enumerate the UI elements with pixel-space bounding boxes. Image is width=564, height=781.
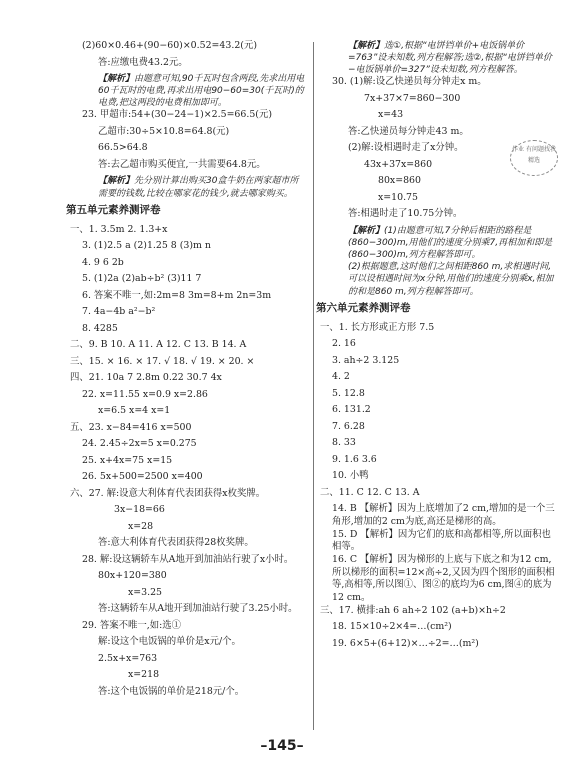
answer-line xyxy=(70,57,306,74)
line-text: 24. 2.45÷2x=5 x=0.275 xyxy=(82,438,197,450)
line-text: 23. 甲超市:54+(30−24−1)×2.5=66.5(元) xyxy=(82,109,272,121)
line-text: 16. C 【解析】因为梯形的上底与下底之和为12 cm,所以梯形的面积=12×高÷2,又因为四个图形的面积相等,高相等,所以图①、图②的底均为6 cm,图④的底为12 cm。 xyxy=(332,554,555,604)
line-text: 第五单元素养测评卷 xyxy=(66,203,161,216)
line-text: 一、1. 3.5m 2. 1.3+x xyxy=(70,223,168,235)
answer-line xyxy=(320,470,560,487)
answer-line xyxy=(70,438,306,455)
line-text: 4. 9 6 2b xyxy=(82,256,124,268)
answer-line xyxy=(70,422,306,439)
answer-line xyxy=(320,208,560,225)
line-text: 8. 4285 xyxy=(82,322,118,334)
line-text: 二、11. C 12. C 13. A xyxy=(320,486,420,498)
answer-line xyxy=(320,322,560,339)
analysis-tag: 【解析】 xyxy=(98,176,135,187)
answer-line xyxy=(70,603,306,620)
line-text: 三、15. × 16. × 17. √ 18. √ 19. × 20. × xyxy=(70,355,255,367)
line-text: (2)60×0.46+(90−60)×0.52=43.2(元) xyxy=(82,40,257,51)
answer-line xyxy=(70,521,306,538)
answer-line xyxy=(70,389,306,406)
line-text: x=6.5 x=4 x=1 xyxy=(98,405,171,417)
answer-line xyxy=(70,240,306,257)
line-text: 4. 2 xyxy=(332,371,350,383)
line-text: 二、9. B 10. A 11. A 12. C 13. B 14. A xyxy=(70,339,247,351)
section-header xyxy=(316,301,560,318)
section-header xyxy=(66,203,306,220)
line-text: x=3.25 xyxy=(128,586,163,598)
stamp-seal: 作业 有问题找我 精选 xyxy=(510,140,558,176)
answer-line xyxy=(70,273,306,290)
line-text: 五、23. x−84=416 x=500 xyxy=(70,421,192,433)
line-text: 28. 解:设这辆轿车从A地开到加油站行驶了x小时。 xyxy=(82,553,294,565)
line-text: 一、1. 长方形或正方形 7.5 xyxy=(320,321,435,333)
line-text: 5. (1)2a (2)ab÷b² (3)11 7 xyxy=(82,273,202,285)
answer-line xyxy=(320,40,560,76)
line-text: 7. 6.28 xyxy=(332,420,365,432)
line-text: 25. x+4x=75 x=15 xyxy=(82,454,173,466)
answer-line xyxy=(70,323,306,340)
line-text: 乙超市:30÷5×10.8=64.8(元) xyxy=(98,125,230,137)
line-text: 先分别计算出购买30盒牛奶在两家超市所需要的钱数,比较在哪家花的钱少,就去哪家购买。 xyxy=(98,176,299,199)
right-column xyxy=(316,40,560,654)
left-column xyxy=(66,40,306,702)
line-text: 80x=860 xyxy=(378,175,421,187)
answer-line xyxy=(320,192,560,209)
line-text: 解:设这个电饭锅的单价是x元/个。 xyxy=(98,636,241,648)
line-text: 3x−18=66 xyxy=(114,504,165,516)
line-text: 19. 6×5+(6+12)×…÷2=…(m²) xyxy=(332,637,479,649)
answer-line xyxy=(70,686,306,703)
line-text: 选①,根据“电饼铛单价+电饭锅单价=763”设未知数,列方程解答;选②,根据“电饼铛单价−电饭锅单价=327”设未知数,列方程解答。 xyxy=(348,41,552,76)
answer-line xyxy=(70,504,306,521)
answer-line xyxy=(70,224,306,241)
answer-line xyxy=(320,225,560,261)
line-text: 四、21. 10a 7 2.8m 0.22 30.7 4x xyxy=(70,372,222,384)
answer-line xyxy=(320,371,560,388)
answer-line xyxy=(320,175,560,192)
line-text: x=43 xyxy=(378,109,404,121)
line-text: 答:相遇时走了10.75分钟。 xyxy=(348,208,463,220)
line-text: 3. ah÷2 3.125 xyxy=(332,354,400,366)
line-text: 80x+120=380 xyxy=(98,570,167,582)
answer-line xyxy=(320,529,560,554)
answer-line xyxy=(70,537,306,554)
line-text: 答:这辆轿车从A地开到加油站行驶了3.25小时。 xyxy=(98,603,298,615)
line-text: 43x+37x=860 xyxy=(364,158,433,170)
line-text: 9. 1.6 3.6 xyxy=(332,453,377,465)
line-text: 第六单元素养测评卷 xyxy=(316,301,411,314)
answer-line xyxy=(70,669,306,686)
answer-line xyxy=(70,620,306,637)
answer-line xyxy=(320,621,560,638)
line-text: (2)根据题意,这时他们之间相距860 m,求相遇时间,可以设相遇时间为x分钟,用他们的速度分别乘x,相加的和是860 m,列方程解答即可。 xyxy=(348,262,554,297)
analysis-tag: 【解析】 xyxy=(348,225,385,236)
answer-line xyxy=(70,587,306,604)
answer-line xyxy=(70,636,306,653)
analysis-tag: 【解析】 xyxy=(98,74,135,84)
answer-line xyxy=(320,404,560,421)
answer-line xyxy=(70,159,306,176)
line-text: 66.5>64.8 xyxy=(98,142,148,154)
line-text: (1)由题意可知,7分钟后相距的路程是(860−300)m,用他们的速度分别乘7,再相加和即是(860−300)m,列方程解答即可。 xyxy=(348,225,553,261)
answer-line xyxy=(320,503,560,528)
answer-line xyxy=(70,356,306,373)
answer-line xyxy=(320,638,560,655)
line-text: 六、27. 解:设意大利体育代表团获得x枚奖牌。 xyxy=(70,487,266,499)
line-text: 5. 12.8 xyxy=(332,387,365,399)
line-text: 22. x=11.55 x=0.9 x=2.86 xyxy=(82,388,208,400)
answer-line xyxy=(70,554,306,571)
line-text: x=218 xyxy=(128,669,160,681)
line-text: 由题意可知,90千瓦时包含两段,先求出用电60千瓦时的电费,再求出用电90−60=30(千瓦时)的电费,把这两段的电费相加即可。 xyxy=(98,74,305,109)
line-text: 10. 小鸭 xyxy=(332,470,369,482)
answer-line xyxy=(320,76,560,93)
page-number: –145– xyxy=(260,738,304,754)
answer-line xyxy=(70,175,306,199)
answer-line xyxy=(70,405,306,422)
answer-line xyxy=(70,488,306,505)
line-text: x=28 xyxy=(128,520,154,532)
answer-line xyxy=(70,653,306,670)
answer-line xyxy=(320,454,560,471)
answer-line xyxy=(320,93,560,110)
line-text: 14. B 【解析】因为上底增加了2 cm,增加的是一个三角形,增加的2 cm为底,高还是梯形的高。 xyxy=(332,503,555,527)
answer-line xyxy=(320,487,560,504)
answer-line xyxy=(70,306,306,323)
answer-line xyxy=(320,126,560,143)
line-text: 3. (1)2.5 a (2)1.25 8 (3)m n xyxy=(82,240,211,252)
line-text: 18. 15×10÷2×4=…(cm²) xyxy=(332,621,452,633)
answer-line xyxy=(70,257,306,274)
line-text: 2.5x+x=763 xyxy=(98,652,158,664)
line-text: 6. 答案不唯一,如:2m=8 3m=8+m 2n=3m xyxy=(82,289,272,301)
line-text: 答:乙快递员每分钟走43 m。 xyxy=(348,125,469,137)
answer-line xyxy=(320,355,560,372)
analysis-tag: 【解析】 xyxy=(348,41,385,51)
answer-line xyxy=(70,142,306,159)
answer-line xyxy=(70,455,306,472)
answer-line xyxy=(320,437,560,454)
answer-line xyxy=(70,372,306,389)
line-text: 8. 33 xyxy=(332,437,356,449)
answer-line xyxy=(320,261,560,297)
answer-line xyxy=(70,570,306,587)
answer-line xyxy=(70,109,306,126)
line-text: 答:应缴电费43.2元。 xyxy=(98,56,188,68)
line-text: 答:意大利体育代表团获得28枚奖牌。 xyxy=(98,537,254,549)
answer-line xyxy=(70,40,306,57)
line-text: 7x+37×7=860−300 xyxy=(364,92,461,104)
answer-line xyxy=(320,605,560,622)
line-text: 26. 5x+500=2500 x=400 xyxy=(82,471,203,483)
answer-line xyxy=(320,338,560,355)
answer-line xyxy=(70,471,306,488)
answer-line xyxy=(70,339,306,356)
column-divider xyxy=(313,42,314,730)
answer-line xyxy=(70,73,306,109)
answer-line xyxy=(320,554,560,605)
answer-line xyxy=(320,109,560,126)
answer-line xyxy=(70,126,306,143)
line-text: 15. D 【解析】因为它们的底和高都相等,所以面积也相等。 xyxy=(332,528,551,553)
line-text: x=10.75 xyxy=(378,191,418,203)
line-text: (2)解:设相遇时走了x分钟。 xyxy=(348,142,464,154)
answer-line xyxy=(320,388,560,405)
line-text: 答:这个电饭锅的单价是218元/个。 xyxy=(98,685,245,697)
line-text: 6. 131.2 xyxy=(332,404,371,416)
line-text: 三、17. 横排:ah 6 ah÷2 102 (a+b)×h÷2 xyxy=(320,604,506,616)
line-text: 7. 4a−4b a²−b² xyxy=(82,306,156,318)
line-text: 30. (1)解:设乙快递员每分钟走x m。 xyxy=(332,76,487,88)
answer-line xyxy=(320,421,560,438)
line-text: 29. 答案不唯一,如:选① xyxy=(82,619,182,631)
line-text: 2. 16 xyxy=(332,338,356,350)
answer-line xyxy=(70,290,306,307)
line-text: 答:去乙超市购买便宜,一共需要64.8元。 xyxy=(98,158,266,170)
